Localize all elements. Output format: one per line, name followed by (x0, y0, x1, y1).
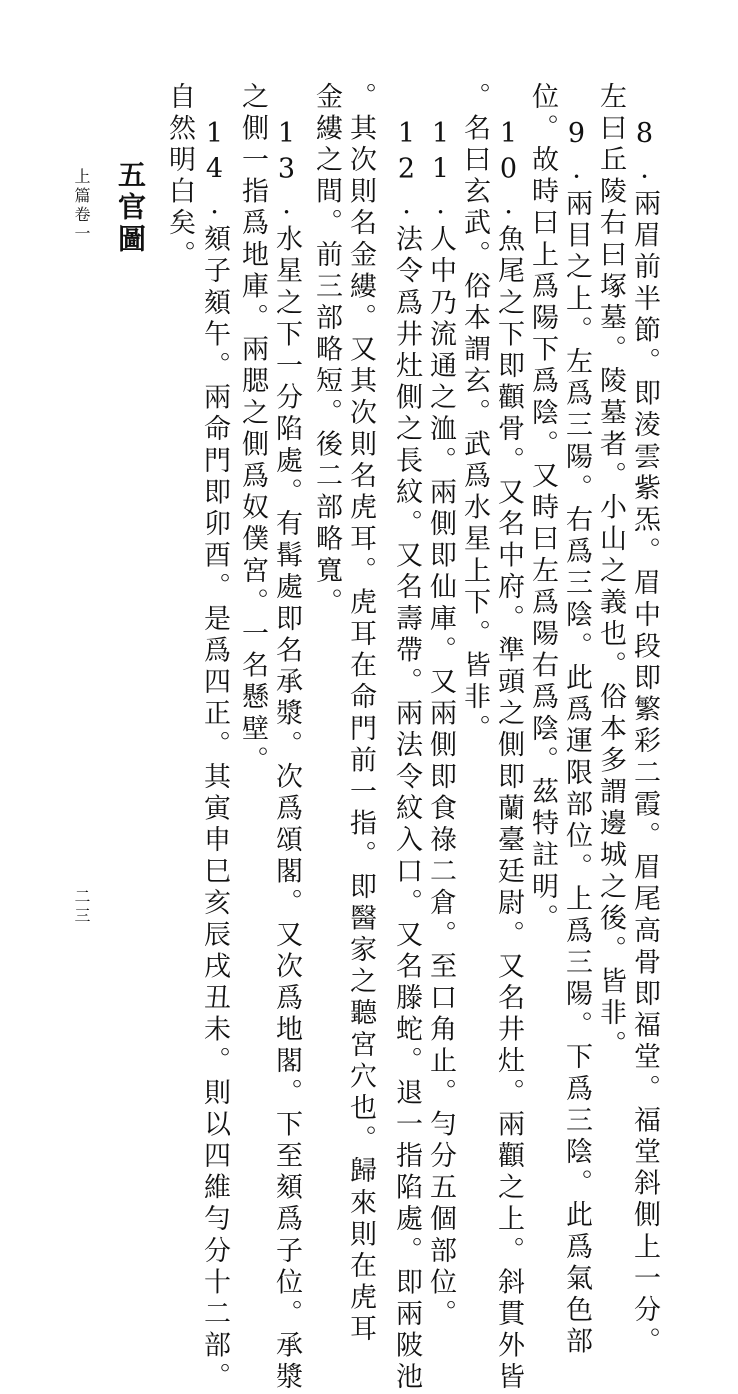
text-column-6: 。名曰玄武。俗本謂玄。武爲水星上下。皆非。 (459, 82, 490, 746)
text-column-13: 14.頦子頦午。兩命門即卯酉。是爲四正。其寅申巳亥辰戌丑未。則以四維勻分十二部。 (199, 118, 230, 1394)
figure-title: 五官圖 (114, 160, 147, 256)
page-number: 二三 (72, 888, 91, 926)
text-column-4: 位。故時曰上爲陽下爲陰。又時曰左爲陽右爲陰。茲特註明。 (527, 82, 558, 936)
text-column-10: 金縷之間。前三部略短。後二部略寬。 (311, 82, 342, 620)
text-column-12: 之側一指爲地庫。兩腮之側爲奴僕宮。一名懸壁。 (237, 82, 268, 778)
text-column-7: 11.人中乃流通之洫。兩側即仙庫。又兩側即食祿二倉。至口角止。勻分五個部位。 (425, 118, 456, 1331)
text-column-14: 自然明白矣。 (164, 82, 195, 272)
text-column-3: 9.兩目之上。左爲三陽。右爲三陰。此爲運限部位。上爲三陽。下爲三陰。此爲氣色部 (561, 118, 592, 1359)
text-column-9: 。其次則名金縷。又其次則名虎耳。虎耳在命門前一指。即醫家之聽宮穴也。歸來則在虎耳 (345, 82, 376, 1346)
running-head: 上篇卷一 (72, 168, 91, 244)
text-column-2: 左曰丘陵右曰塚墓。陵墓者。小山之義也。俗本多謂邊城之後。皆非。 (595, 82, 626, 1062)
text-column-8: 12.法令爲井灶側之長紋。又名壽帶。兩法令紋入口。又名滕蛇。退一指陷處。即兩陂池 (391, 118, 422, 1394)
text-column-1: 8.兩眉前半節。即淩雲紫炁。眉中段即繁彩二霞。眉尾高骨即福堂。福堂斜側上一分。 (629, 118, 660, 1359)
text-column-5: 10.魚尾之下即顴骨。又名中府。準頭之側即蘭臺廷尉。又名井灶。兩顴之上。斜貫外皆 (493, 118, 524, 1394)
text-column-11: 13.水星之下一分陷處。有髯處即名承漿。次爲頌閣。又次爲地閣。下至頦爲子位。承漿 (271, 118, 302, 1394)
